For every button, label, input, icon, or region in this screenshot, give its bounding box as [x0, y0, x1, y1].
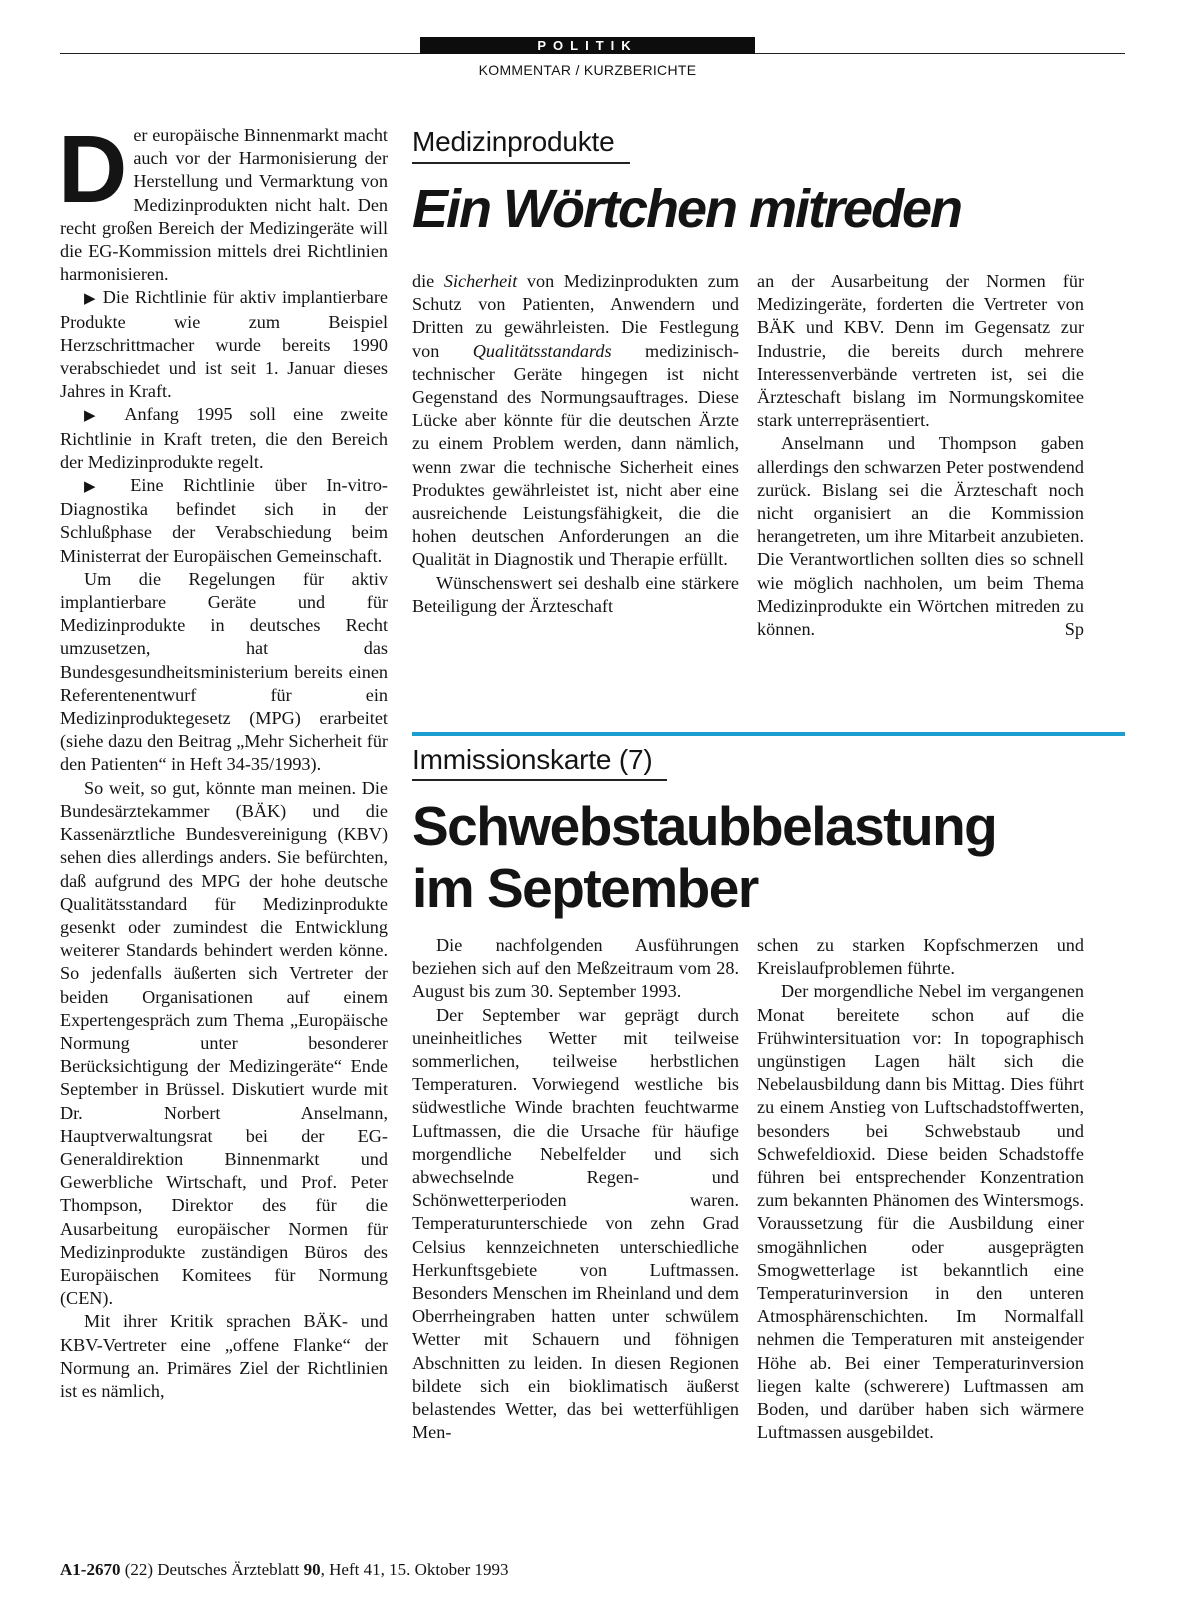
article2-column-2 [757, 934, 1084, 1444]
article1-column-2 [412, 270, 739, 618]
article1-paragraph: Der europäische Binnenmarkt macht auch vor der Harmonisierung der Herstellung und Vermarktung von Medizinprodukten nicht halt. Den recht großen Bereich der Medizingeräte will die EG-Kommission mittels drei Richtlinien harmonisieren. [58, 116, 388, 285]
article1-paragraph: Anselmann und Thompson gaben allerdings den schwarzen Peter postwendend zurück. Bislang sei die Ärzteschaft noch nicht organisiert an die Kommission herangetreten, um ihre Mitarbeit anzubieten. Die Verantwortlichen sollten dies so schnell wie möglich nachholen, um beim Thema Medizinprodukte ein Wörtchen mitreden zu können. Sp [757, 432, 1084, 641]
article1-paragraph: die Sicherheit von Medizinprodukten zum Schutz von Patienten, Anwendern und Dritten zu gewährleisten. Die Festlegung von Qualitätsstandards medizinisch-technischer Geräte hingegen ist nicht Gegenstand des Normungsauftrages. Diese Lücke aber könnte für die deutschen Ärzte zu einem Problem werden, dann nämlich, wenn zwar die technische Sicherheit eines Produktes gewährleistet ist, nicht aber eine ausreichende Leistungsfähigkeit, die die hohen deutschen Anforderungen an die Qualität in Diagnostik und Therapie erfüllt. [412, 271, 740, 570]
article2-paragraph: Der morgendliche Nebel im vergangenen Monat bereitete schon auf die Frühwintersituation vor: In topographisch ungünstigen Lagen hält sich die Nebelausbildung dann bis Mittag. Dies führt zu einem Anstieg von Luftschadstoffwerten, besonders bei Schwebstaub und Schwefeldioxid. Diese beiden Schadstoffe führen bei entsprechender Konzentration zum bekannten Phänomen des Wintersmogs. Voraussetzung für die Ausbildung einer smogähnlichen oder ausgeprägten Smogwetterlage ist bekanntlich eine Temperaturinversion in den unteren Atmosphärenschichten. Im Normalfall nehmen die Temperaturen mit ansteigender Höhe ab. Bei einer Temperaturinversion liegen kalte (schwerere) Luftmassen am Boden, und darüber haben sich wärmere Luftmassen ausgebildet. [757, 981, 1084, 1443]
article1-paragraph: Um die Regelungen für aktiv implantierbare Geräte und für Medizinprodukte in deutsches Recht umzusetzen, hat das Bundesgesundheitsministerium bereits einen Referentenentwurf für ein Medizinproduktegesetz (MPG) erarbeitet (siehe dazu den Beitrag „Mehr Sicherheit für den Patienten“ in Heft 34-35/1993). [60, 568, 388, 775]
article1-paragraph: Mit ihrer Kritik sprachen BÄK- und KBV-Vertreter eine „offene Flanke“ der Normung an. Primäres Ziel der Richtlinien ist es nämlich, [60, 1311, 388, 1401]
author-signature: Sp [1064, 619, 1084, 640]
headline-line-1: Schwebstaubbelastung [412, 795, 997, 857]
article2-paragraph: schen zu starken Kopfschmerzen und Kreislaufproblemen führte. [757, 935, 1084, 979]
article2-paragraph: Die nachfolgenden Ausführungen beziehen sich auf den Meßzeitraum vom 28. August bis zum 30. September 1993. [412, 935, 739, 1002]
article-divider [412, 732, 1125, 736]
article1-headline: Ein Wörtchen mitreden [412, 179, 962, 239]
headline-line-2: im September [412, 857, 758, 919]
article2-kicker-underline [412, 779, 667, 781]
volume-number: 90 [303, 1560, 321, 1579]
triangle-right-icon: ▶ [84, 406, 109, 425]
header-rule-left [60, 53, 420, 54]
triangle-right-icon: ▶ [84, 477, 111, 496]
article1-paragraph: ▶ Eine Richtlinie über In-vitro-Diagnostika befindet sich in der Schlußphase der Verabschiedung beim Ministerrat der Europäischen Gemeinschaft. [60, 475, 388, 566]
article1-column-3 [757, 270, 1084, 641]
drop-cap: D [58, 116, 128, 223]
triangle-right-icon: ▶ [84, 289, 97, 308]
section-subtitle: KOMMENTAR / KURZBERICHTE [478, 62, 697, 78]
article1-paragraph: Wünschenswert sei deshalb eine stärkere Beteiligung der Ärzteschaft [412, 572, 739, 616]
article2-headline [412, 795, 996, 919]
article1-column-1 [58, 116, 388, 1403]
article1-paragraph: ▶ Anfang 1995 soll eine zweite Richtlinie in Kraft treten, die den Bereich der Medizinprodukte regelt. [60, 404, 388, 472]
article1-kicker: Medizinprodukte [412, 126, 615, 157]
header-rule-right [755, 53, 1125, 54]
article1-paragraph: ▶ Die Richtlinie für aktiv implantierbare Produkte wie zum Beispiel Herzschrittmacher wurde bereits 1990 verabschiedet und ist seit 1. Januar dieses Jahres in Kraft. [60, 287, 388, 402]
page-number: A1-2670 [60, 1560, 121, 1579]
article1-paragraph: an der Ausarbeitung der Normen für Medizingeräte, forderten die Vertreter von BÄK und KBV. Denn im Gegensatz zur Industrie, die bereits durch mehrere Interessenverbände vertreten ist, sei die Ärzteschaft bislang im Normungskomitee stark unterrepräsentiert. [757, 271, 1084, 431]
page-footer [60, 1560, 509, 1580]
article1-kicker-underline [412, 162, 630, 164]
article2-paragraph: Der September war geprägt durch uneinheitliches Wetter mit teilweise sommerlichen, teilweise herbstlichen Temperaturen. Vorwiegend westliche bis südwestliche Winde brachten feuchtwarme Luftmassen, die die Ursache für häufige morgendliche Nebelfelder und sich abwechselnde Regen- und Schönwetterperioden waren. Temperaturunterschiede von zehn Grad Celsius kennzeichneten unterschiedliche Herkunftsgebiete von Luftmassen. Besonders Menschen im Rheinland und dem Oberrheingraben hatten unter schwülem Wetter mit Schauern und föhnigen Abschnitten zu leiden. In diesen Regionen bildete sich ein bioklimatisch äußerst belastendes Wetter, das bei wetterfühligen Men- [412, 1004, 739, 1443]
issue-prefix: (22) Deutsches Ärzteblatt [124, 1560, 300, 1579]
article2-kicker: Immissionskarte (7) [412, 744, 653, 775]
article1-paragraph: So weit, so gut, könnte man meinen. Die Bundesärztekammer (BÄK) und die Kassenärztliche Bundesvereinigung (KBV) sehen dies allerdings anders. Sie befürchten, daß aufgrund des MPG der hohe deutsche Qualitätsstandard für Medizinprodukte gesenkt oder zumindest die Entwicklung weiterer Standards behindert werden könne. So jedenfalls äußerten sich Vertreter der beiden Organisationen auf einem Expertengespräch zum Thema „Europäische Normung unter besonderer Berücksichtigung der Medizingeräte“ Ende September in Brüssel. Diskutiert wurde mit Dr. Norbert Anselmann, Hauptverwaltungsrat bei der EG-Generaldirektion Binnenmarkt und Gewerbliche Wirtschaft, und Prof. Peter Thompson, Direktor des für die Ausarbeitung europäischer Normen für Medizinprodukte zuständigen Büros des Europäischen Komitees für Normung (CEN). [60, 777, 388, 1309]
issue-date: , Heft 41, 15. Oktober 1993 [320, 1560, 509, 1579]
article2-column-1 [412, 934, 739, 1444]
section-label: POLITIK [420, 37, 755, 54]
